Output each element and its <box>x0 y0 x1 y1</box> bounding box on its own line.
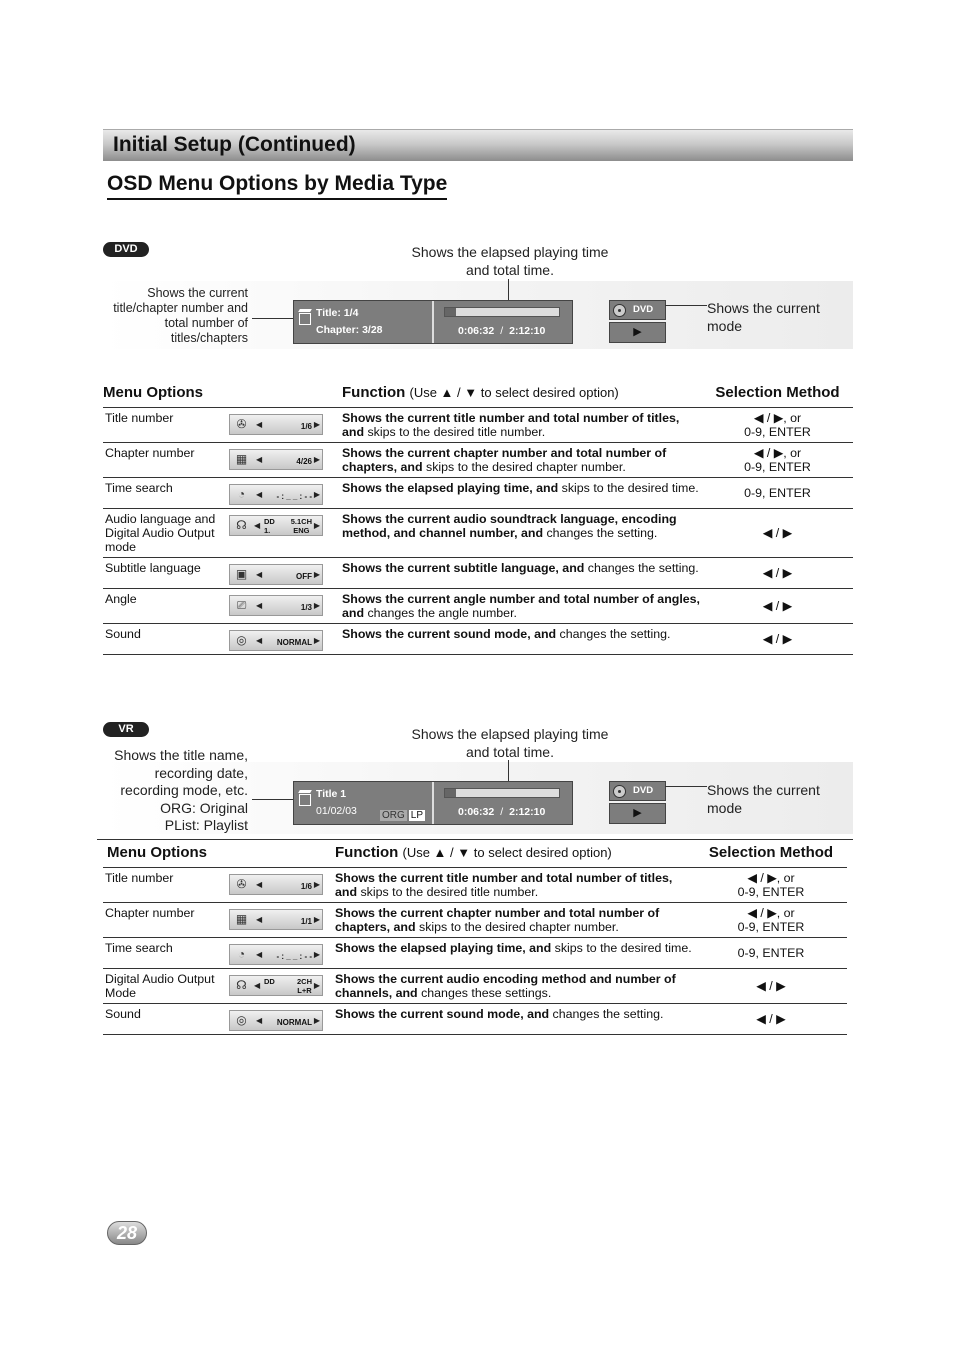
function-bold: Shows the current sound mode, and <box>335 1007 550 1021</box>
function-normal: changes the setting. <box>556 627 671 641</box>
mini-audio-format <box>264 517 275 535</box>
org-tag: ORG <box>382 810 405 821</box>
sound-icon: ◎ <box>236 1013 247 1027</box>
dvd-progress-fill <box>445 308 456 316</box>
function-normal: skips to the desired title number. <box>357 885 539 899</box>
time-separator: / <box>500 806 504 818</box>
disc-icon <box>613 785 626 798</box>
option-label: Subtitle language <box>105 561 201 575</box>
left-arrow-icon: ◀ <box>256 950 263 959</box>
left-arrow-icon: ◀ <box>256 420 263 429</box>
option-name <box>103 589 229 624</box>
option-name <box>103 509 229 558</box>
left-arrow-icon: ◀ <box>256 455 263 464</box>
function-normal: changes these settings. <box>417 986 552 1000</box>
left-arrow-icon: ◀ <box>256 490 263 499</box>
selection-method <box>702 509 853 558</box>
selection-line-1: ◀ / ▶, or <box>753 446 802 460</box>
function-bold: Shows the current title number and total number of titles, and <box>342 411 680 439</box>
vr-osd-time <box>458 806 545 818</box>
table-header-row <box>103 840 847 868</box>
dvd-osd-title-panel <box>294 301 434 343</box>
mini-value: - : _ _ : - - <box>276 952 312 961</box>
camera-icon: ⎚ <box>236 598 247 612</box>
function-bold: Shows the current chapter number and total number of chapters, and <box>342 446 667 474</box>
selection-method <box>702 443 853 478</box>
dvd-osd-chapter: Chapter: 3/28 <box>316 324 383 336</box>
selection-method <box>695 903 847 938</box>
function-normal: changes the setting. <box>543 526 658 540</box>
left-arrow-icon: ◀ <box>254 981 261 990</box>
mini-channel <box>291 517 312 535</box>
option-name <box>103 868 229 903</box>
dvd-note-elapsed <box>390 243 630 279</box>
selection-method <box>695 868 847 903</box>
function-normal: skips to the desired title number. <box>364 425 546 439</box>
vr-osd-time-panel <box>436 782 572 824</box>
col-function <box>335 840 695 868</box>
function-description <box>342 624 702 655</box>
selection-line-1: 0-9, ENTER <box>737 946 805 960</box>
vr-mode-top <box>609 781 666 801</box>
dvd-total-time: 2:12:10 <box>509 325 546 337</box>
table-header-row <box>103 380 853 408</box>
selection-line-1: ◀ / ▶ <box>762 566 793 580</box>
selection-method <box>695 1004 847 1035</box>
table-row <box>103 408 853 443</box>
mini-value: 1/6 <box>300 422 312 431</box>
option-label: Time search <box>105 481 173 495</box>
vr-progress-bar <box>444 788 560 798</box>
vr-osd-date: 01/02/03 <box>316 805 357 817</box>
selection-method <box>702 408 853 443</box>
mini-osd <box>229 1010 323 1031</box>
function-bold: Shows the current chapter number and total number of chapters, and <box>335 906 660 934</box>
clapper-icon <box>299 313 311 325</box>
dvd-note-line: title/chapter number and <box>113 301 248 315</box>
mini-audio-format <box>264 977 275 986</box>
selection-method <box>702 624 853 655</box>
option-name <box>103 558 229 589</box>
clock-icon: ◔ <box>237 947 246 961</box>
col-menu-options: Menu Options <box>103 380 342 408</box>
vr-note-mode-line: mode <box>707 800 743 816</box>
option-name <box>103 938 229 969</box>
mini-value-format: DD <box>264 517 275 526</box>
headphones-icon: ☊ <box>236 978 247 992</box>
option-osd-cell <box>229 969 335 1004</box>
vr-note-title-info <box>103 747 248 835</box>
option-name <box>103 1004 229 1035</box>
col-menu-options: Menu Options <box>103 840 335 868</box>
left-arrow-icon: ◀ <box>256 601 263 610</box>
chapter-icon: ▦ <box>235 452 248 466</box>
dvd-note-mode <box>707 299 847 335</box>
selection-line-2: 0-9, ENTER <box>744 460 811 474</box>
table-row <box>103 558 853 589</box>
selection-line-1: ◀ / ▶ <box>762 526 793 540</box>
right-arrow-icon: ▶ <box>313 981 320 990</box>
col-function-label: Function <box>335 844 399 861</box>
right-arrow-icon: ▶ <box>313 455 320 464</box>
chapter-icon: ▦ <box>235 912 248 926</box>
table-row <box>103 509 853 558</box>
table-row <box>103 478 853 509</box>
right-arrow-icon: ▶ <box>313 490 320 499</box>
mini-osd <box>229 975 323 996</box>
function-normal: skips to the desired time. <box>558 481 699 495</box>
left-arrow-icon: ◀ <box>256 570 263 579</box>
dvd-osd-time-panel <box>436 301 572 343</box>
mini-osd <box>229 564 323 585</box>
play-icon: ▶ <box>609 322 666 343</box>
mini-osd <box>229 515 323 536</box>
dvd-note-line: Shows the current <box>147 286 248 300</box>
option-name <box>103 624 229 655</box>
right-arrow-icon: ▶ <box>313 601 320 610</box>
dvd-note-title-chapter <box>103 286 248 346</box>
function-normal: skips to the desired time. <box>551 941 692 955</box>
function-normal: changes the angle number. <box>364 606 517 620</box>
right-arrow-icon: ▶ <box>313 1016 320 1025</box>
selection-line-1: ◀ / ▶ <box>762 632 793 646</box>
option-label: Title number <box>105 871 174 885</box>
function-bold: Shows the current audio soundtrack language, encoding method, and channel number, and <box>342 512 677 540</box>
option-osd-cell <box>229 1004 335 1035</box>
option-osd-cell <box>229 408 342 443</box>
table-row <box>103 443 853 478</box>
mini-value: 4/26 <box>296 457 312 466</box>
mini-osd <box>229 484 323 505</box>
left-arrow-icon: ◀ <box>254 521 261 530</box>
mini-value: OFF <box>296 572 312 581</box>
mini-osd <box>229 909 323 930</box>
mini-channel <box>297 977 312 995</box>
dvd-mode-top <box>609 300 666 320</box>
option-label: Sound <box>105 627 141 641</box>
function-bold: Shows the elapsed playing time, and <box>335 941 552 955</box>
right-arrow-icon: ▶ <box>313 570 320 579</box>
left-arrow-icon: ◀ <box>256 915 263 924</box>
vr-note-line: ORG: Original <box>160 799 248 816</box>
table-row <box>103 1004 847 1035</box>
selection-method <box>695 969 847 1004</box>
title-icon: ✇ <box>236 417 247 431</box>
clapper-icon <box>299 794 311 806</box>
option-osd-cell <box>229 903 335 938</box>
vr-note-mode-line: Shows the current <box>707 782 820 798</box>
option-label: Sound <box>105 1007 141 1021</box>
vr-mode-label: DVD <box>633 785 654 796</box>
dvd-note-mode-line: mode <box>707 318 743 334</box>
function-description <box>335 1004 695 1035</box>
function-description <box>335 868 695 903</box>
option-name <box>103 969 229 1004</box>
option-osd-cell <box>229 478 342 509</box>
mini-osd <box>229 595 323 616</box>
vr-osd-tags <box>378 805 425 823</box>
title-icon: ✇ <box>236 877 247 891</box>
right-arrow-icon: ▶ <box>313 636 320 645</box>
mini-value: NORMAL <box>276 1018 312 1027</box>
mini-osd <box>229 874 323 895</box>
function-description <box>342 558 702 589</box>
dvd-note-line: titles/chapters <box>170 331 248 345</box>
right-arrow-icon: ▶ <box>313 915 320 924</box>
function-bold: Shows the current audio encoding method and number of channels, and <box>335 972 676 1000</box>
selection-line-1: ◀ / ▶ <box>756 979 786 993</box>
table-row <box>103 624 853 655</box>
time-separator: / <box>500 325 504 337</box>
option-name <box>103 478 229 509</box>
option-osd-cell <box>229 558 342 589</box>
mini-value: NORMAL <box>276 638 312 647</box>
selection-line-1: ◀ / ▶, or <box>747 871 795 885</box>
vr-table-top-rule <box>97 839 853 840</box>
dvd-osd-display <box>293 300 573 344</box>
function-description <box>335 969 695 1004</box>
option-osd-cell <box>229 443 342 478</box>
function-normal: changes the setting. <box>549 1007 664 1021</box>
col-function-label: Function <box>342 384 406 401</box>
table-row <box>103 903 847 938</box>
headphones-icon: ☊ <box>236 518 247 532</box>
selection-line-1: ◀ / ▶, or <box>747 906 795 920</box>
dvd-progress-bar <box>444 307 560 317</box>
option-label: Digital Audio Output Mode <box>105 972 215 1000</box>
selection-line-1: ◀ / ▶ <box>756 1012 786 1026</box>
selection-line-1: 0-9, ENTER <box>744 486 811 500</box>
clock-icon: ◔ <box>237 487 246 501</box>
vr-note-mode <box>707 781 847 817</box>
vr-osd-title: Title 1 <box>316 788 347 800</box>
selection-method <box>702 589 853 624</box>
selection-method <box>702 558 853 589</box>
table-row <box>103 969 847 1004</box>
option-osd-cell <box>229 624 342 655</box>
option-label: Chapter number <box>105 906 195 920</box>
vr-badge: VR <box>103 722 149 737</box>
function-bold: Shows the current subtitle language, and <box>342 561 585 575</box>
option-label: Time search <box>105 941 173 955</box>
function-bold: Shows the current title number and total number of titles, and <box>335 871 673 899</box>
col-function-note: (Use ▲ / ▼ to select desired option) <box>402 845 612 860</box>
selection-line-2: 0-9, ENTER <box>737 920 805 934</box>
function-description <box>342 509 702 558</box>
col-selection-method: Selection Method <box>702 380 853 408</box>
dvd-osd-time <box>458 325 545 337</box>
leader-line <box>665 305 707 306</box>
function-description <box>342 589 702 624</box>
dvd-note-line: total number of <box>164 316 248 330</box>
option-osd-cell <box>229 938 335 969</box>
mini-value-track: 1. <box>264 526 271 535</box>
dvd-note-elapsed-line: and total time. <box>466 262 554 278</box>
dvd-elapsed-time: 0:06:32 <box>458 325 495 337</box>
function-normal: changes the setting. <box>584 561 699 575</box>
function-description <box>335 903 695 938</box>
dvd-mode-indicator <box>609 300 666 343</box>
option-osd-cell <box>229 868 335 903</box>
mini-value-channels: 5.1CH <box>290 517 312 526</box>
function-bold: Shows the elapsed playing time, and <box>342 481 559 495</box>
right-arrow-icon: ▶ <box>313 420 320 429</box>
vr-note-elapsed <box>390 725 630 761</box>
disc-icon <box>613 304 626 317</box>
function-description <box>342 478 702 509</box>
function-bold: Shows the current angle number and total number of angles, and <box>342 592 700 620</box>
dvd-note-mode-line: Shows the current <box>707 300 820 316</box>
function-description <box>342 408 702 443</box>
vr-total-time: 2:12:10 <box>509 806 546 818</box>
left-arrow-icon: ◀ <box>256 636 263 645</box>
dvd-note-elapsed-line: Shows the elapsed playing time <box>411 244 609 260</box>
mini-value: 1/6 <box>300 882 312 891</box>
vr-elapsed-time: 0:06:32 <box>458 806 495 818</box>
mini-value: - : _ _ : - - <box>276 492 312 501</box>
leader-line <box>508 279 509 302</box>
vr-note-line: Shows the title name, <box>114 747 248 763</box>
option-osd-cell <box>229 509 342 558</box>
page-title: Initial Setup (Continued) <box>113 133 356 156</box>
option-name <box>103 408 229 443</box>
selection-line-2: 0-9, ENTER <box>737 885 805 899</box>
mini-value-channels: 2CH <box>296 977 312 986</box>
play-icon: ▶ <box>609 803 666 824</box>
dvd-menu-options-table <box>103 380 853 655</box>
section-title: OSD Menu Options by Media Type <box>107 172 447 200</box>
option-label: Title number <box>105 411 174 425</box>
vr-note-line: recording date, <box>154 764 248 781</box>
dvd-mode-label: DVD <box>633 304 654 315</box>
mini-osd <box>229 630 323 651</box>
option-name <box>103 443 229 478</box>
mini-value-format: DD <box>264 977 275 986</box>
selection-line-1: ◀ / ▶, or <box>753 411 802 425</box>
subtitle-icon: ▣ <box>235 567 248 581</box>
right-arrow-icon: ▶ <box>313 880 320 889</box>
vr-note-elapsed-line: and total time. <box>466 744 554 760</box>
vr-osd-display <box>293 781 573 825</box>
vr-mode-indicator <box>609 781 666 824</box>
selection-method <box>702 478 853 509</box>
dvd-badge: DVD <box>103 242 149 257</box>
option-label: Chapter number <box>105 446 195 460</box>
option-name <box>103 903 229 938</box>
function-description <box>342 443 702 478</box>
col-function <box>342 380 702 408</box>
function-bold: Shows the current sound mode, and <box>342 627 557 641</box>
function-normal: skips to the desired chapter number. <box>422 460 626 474</box>
vr-menu-options-table <box>103 840 847 1035</box>
mini-value: 1/1 <box>300 917 312 926</box>
function-description <box>335 938 695 969</box>
right-arrow-icon: ▶ <box>313 521 320 530</box>
table-row <box>103 868 847 903</box>
option-label: Angle <box>105 592 137 606</box>
leader-line <box>665 786 707 787</box>
lp-tag: LP <box>410 810 424 821</box>
selection-line-1: ◀ / ▶ <box>762 599 793 613</box>
leader-line <box>508 760 509 783</box>
function-normal: skips to the desired chapter number. <box>415 920 619 934</box>
vr-note-line: recording mode, etc. <box>120 782 248 798</box>
mini-value: 1/3 <box>300 603 312 612</box>
vr-progress-fill <box>445 789 456 797</box>
vr-note-elapsed-line: Shows the elapsed playing time <box>411 726 609 742</box>
option-osd-cell <box>229 589 342 624</box>
selection-method <box>695 938 847 969</box>
option-label: Audio language and Digital Audio Output mode <box>105 512 216 554</box>
table-row <box>103 938 847 969</box>
dvd-osd-title: Title: 1/4 <box>316 307 359 319</box>
left-arrow-icon: ◀ <box>256 1016 263 1025</box>
page-number: 28 <box>107 1221 147 1245</box>
mini-osd <box>229 944 323 965</box>
mini-osd <box>229 414 323 435</box>
header-bar <box>103 129 853 161</box>
selection-line-2: 0-9, ENTER <box>744 425 811 439</box>
table-row <box>103 589 853 624</box>
mini-osd <box>229 449 323 470</box>
left-arrow-icon: ◀ <box>256 880 263 889</box>
right-arrow-icon: ▶ <box>313 950 320 959</box>
mini-value-language: L+R <box>297 986 312 995</box>
col-selection-method: Selection Method <box>695 840 847 868</box>
col-function-note: (Use ▲ / ▼ to select desired option) <box>409 385 619 400</box>
mini-value-language: ENG <box>293 526 310 535</box>
vr-note-line: PList: Playlist <box>164 817 248 833</box>
vr-osd-title-panel <box>294 782 434 824</box>
sound-icon: ◎ <box>236 633 247 647</box>
